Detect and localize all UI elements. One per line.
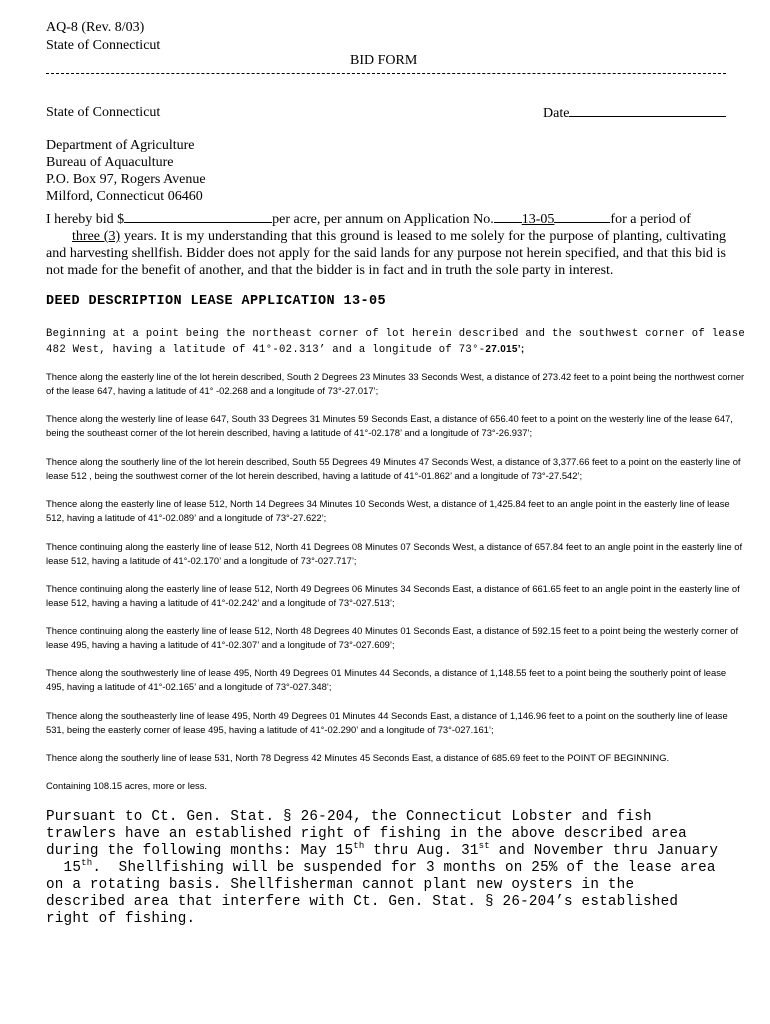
deed-paragraph: Thence along the easterly line of lease 512, North 14 Degrees 34 Minutes 10 Seconds West, a distance of 1,425.84 feet to an angle point in the easterly line of lease 512, having a latitude of 41°-02.089’ and a longitude of 73°-27.622’; [46, 498, 730, 523]
pursuant-text: thru Aug. 31 [364, 843, 479, 859]
header-divider [46, 73, 726, 74]
addressee-line: Bureau of Aquaculture [46, 155, 174, 170]
application-blank-pre [494, 210, 522, 223]
application-number: 13-05 [521, 212, 555, 227]
deed-title: DEED DESCRIPTION LEASE APPLICATION 13-05 [46, 294, 387, 309]
pursuant-line: trawlers have an established right of fishing in the above described area [46, 826, 687, 842]
deed-paragraph: Thence along the easterly line of the lot herein described, South 2 Degrees 23 Minutes 33 Seconds West, a distance of 273.42 feet to a point being the northwest corner of the lease 647, having a latitude of 41° -02.268 and a longitude of 73°-27.017’; [46, 371, 745, 396]
bid-amount-blank[interactable] [124, 210, 272, 223]
deed-paragraph: Thence along the southerly line of the lot herein described, South 55 Degrees 49 Minutes 47 Seconds West, a distance of 3,377.66 feet to a point on the easterly line of lease 512 , being the southwest corner of the lot herein described, having a latitude of 41°-01.862’ and a longitude of 73°-27.542’; [46, 456, 741, 481]
pursuant-superscript: st [478, 841, 490, 852]
deed-paragraph: Thence continuing along the easterly line of lease 512, North 41 Degrees 08 Minutes 07 Seconds West, a distance of 657.84 feet to an angle point in the easterly line of lease 512, having a latitude of 41°-02.170’ and a longitude of 73°-027.717’; [46, 541, 743, 566]
pursuant-line [46, 860, 746, 877]
addressee-state: State of Connecticut [46, 105, 161, 120]
addressee-block [46, 137, 206, 205]
form-id: AQ-8 (Rev. 8/03) [46, 20, 145, 35]
date-label: Date [543, 106, 570, 121]
form-title: BID FORM [350, 53, 418, 68]
pursuant-line: Pursuant to Ct. Gen. Stat. § 26-204, the Connecticut Lobster and fish [46, 809, 652, 825]
deed-acreage: Containing 108.15 acres, more or less. [46, 780, 208, 791]
beginning-longitude: 27.015’; [485, 344, 525, 355]
date-blank[interactable] [569, 104, 726, 117]
deed-paragraph: Thence continuing along the easterly line of lease 512, North 48 Degrees 40 Minutes 01 Seconds East, a distance of 592.15 feet to a point being the westerly corner of lease 495, having a having a latitude of 41°-02.307’ and a longitude of 73°-027.609’; [46, 625, 739, 650]
bid-paragraph [46, 210, 726, 279]
deed-paragraph: Thence continuing along the easterly line of lease 512, North 49 Degrees 06 Minutes 34 Seconds East, a distance of 661.65 feet to an angle point in the easterly line of lease 512, having a having a latitude of 41°-02.242’ and a longitude of 73°-027.513’; [46, 583, 740, 608]
pursuant-text: 15 [46, 860, 82, 876]
pursuant-line: described area that interfere with Ct. Gen. Stat. § 26-204’s established [46, 894, 679, 910]
addressee-line: P.O. Box 97, Rogers Avenue [46, 172, 206, 187]
beginning-text: Beginning at a point being the northeast corner of lot herein described and the southwest corner of lease 482 West, having a latitude of 41°-02.313’ and a longitude of 73°- [46, 328, 746, 356]
deed-paragraph: Thence along the southeasterly line of lease 495, North 49 Degrees 01 Minutes 44 Seconds East, a distance of 1,146.96 feet to a point on the southerly line of lease 531, being the easterly corner of lease 495, having a latitude of 41°-02.290’ and a longitude of 73°-027.161’; [46, 710, 728, 735]
pursuant-line: on a rotating basis. Shellfisherman cannot plant new oysters in the [46, 877, 635, 893]
period-label: for a period of [610, 212, 691, 227]
pursuant-text: during the following months: May 15 [46, 843, 354, 859]
deed-paragraph: Thence along the southerly line of lease 531, North 78 Degress 42 Minutes 45 Seconds East, a distance of 685.69 feet to the POINT OF BEGINNING. [46, 752, 670, 763]
deed-beginning [46, 327, 746, 358]
pursuant-superscript: th [353, 841, 365, 852]
pursuant-line: right of fishing. [46, 911, 196, 927]
pursuant-line [46, 843, 746, 860]
bid-intro: I hereby bid $ [46, 212, 125, 227]
addressee-line: Milford, Connecticut 06460 [46, 189, 203, 204]
addressee-line: Department of Agriculture [46, 138, 195, 153]
deed-paragraph: Thence along the westerly line of lease 647, South 33 Degrees 31 Minutes 59 Seconds East, a distance of 656.40 feet to a point on the westerly line of the lease 647, being the southeast corner of the lot herein described, having a latitude of 41°-02.178’ and a longitude of 73°-26.937’; [46, 413, 733, 438]
bid-body: It is my understanding that this ground is leased to me solely for the purpose of planting, cultivating and harvesting shellfish. Bidder does not apply for the said lands for any purpose not herein specified, and that this bid is not made for the benefit of another, and that the bidder is in fact and in truth the sole party in interest. [46, 229, 727, 278]
years-value: three (3) [72, 229, 121, 244]
application-blank-post [554, 210, 610, 223]
deed-paragraph: Thence along the southwesterly line of lease 495, North 49 Degrees 01 Minutes 44 Seconds, a distance of 1,148.55 feet to a point being the southerly point of lease 495, having a latitude of 41°-02.165’ and a longitude of 73°-027.348’; [46, 667, 727, 692]
header-state: State of Connecticut [46, 38, 161, 53]
pursuant-superscript: th [81, 858, 93, 869]
pursuant-text: . Shellfishing will be suspended for 3 months on 25% of the lease area [92, 860, 716, 876]
years-suffix: years. [123, 229, 157, 244]
pursuant-text: and November thru January [489, 843, 719, 859]
pursuant-paragraph [46, 809, 746, 928]
date-field[interactable] [543, 104, 726, 122]
bid-per-acre: per acre, per annum on Application No. [272, 212, 494, 227]
